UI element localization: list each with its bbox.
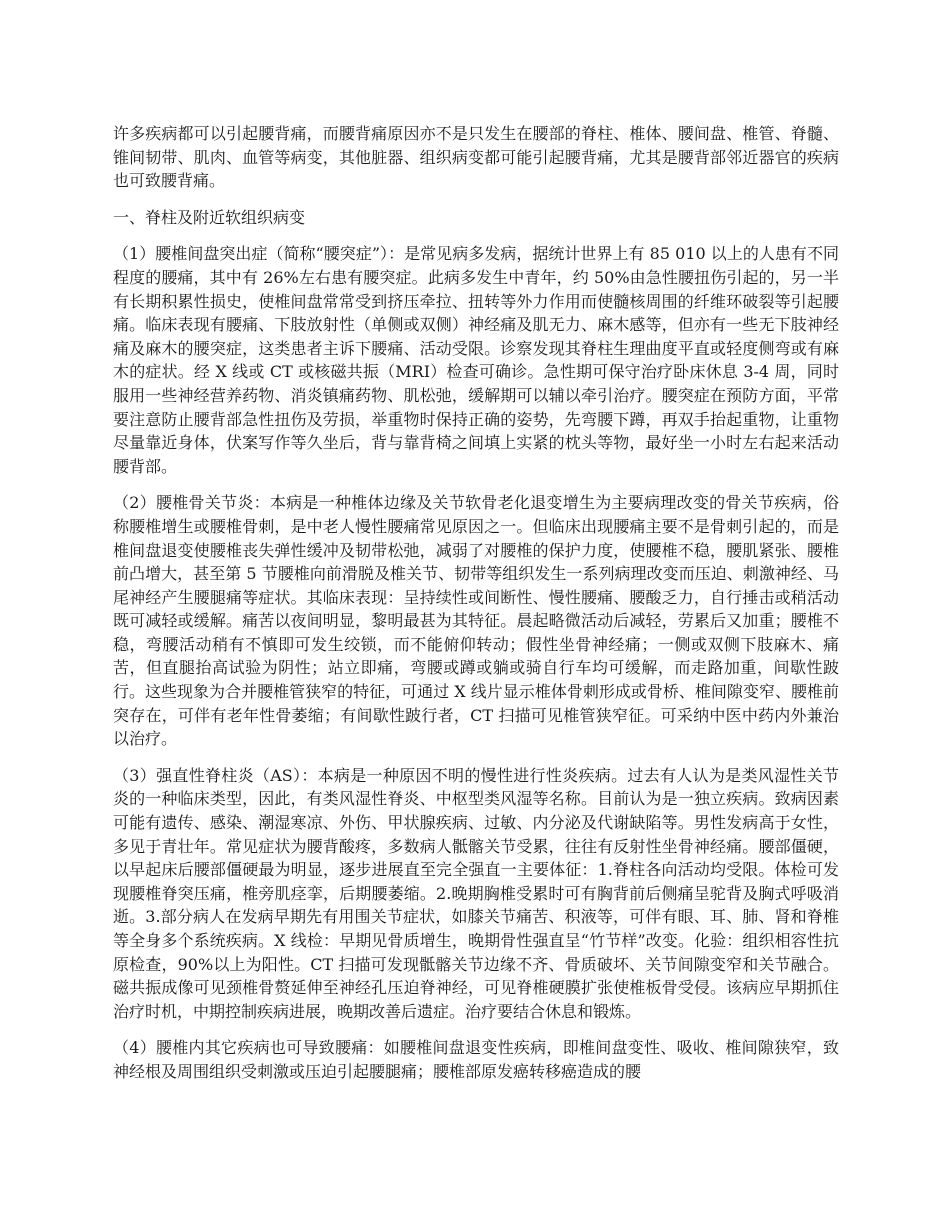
section-heading: 一、脊柱及附近软组织病变 bbox=[113, 207, 306, 227]
document-page bbox=[113, 122, 839, 1097]
paragraph-ankylosing-spondylitis: （3）强直性脊柱炎（AS）：本病是一种原因不明的慢性进行性炎疾病。过去有人认为是类风湿性关节炎的一种临床类型，因此，有类风湿性脊炎、中枢型类风湿等名称。目前认为是一独立疾病。致病因素可能有遗传、感染、潮湿寒凉、外伤、甲状腺疾病、过敏、内分泌及代谢缺陷等。男性发病高于女性，多见于青壮年。常见症状为腰背酸疼，多数病人骶髂关节受累，往往有反射性坐骨神经痛。腰部僵硬，以早起床后腰部僵硬最为明显，逐步进展直至完全强直一主要体征：1.脊柱各向活动均受限。体检可发现腰椎脊突压痛，椎旁肌痉挛，后期腰萎缩。2.晚期胸椎受累时可有胸背前后侧痛呈驼背及胸式呼吸消逝。3.部分病人在发病早期先有用围关节症状，如膝关节痛苦、积液等，可伴有眼、耳、肺、肾和脊椎等全身多个系统疾病。X 线检：早期见骨质增生，晚期骨性强直呈“竹节样”改变。化验：组织相容性抗原检查，90%以上为阳性。CT 扫描可发现骶髂关节边缘不齐、骨质破坏、关节间隙变窄和关节融合。磁共振成像可见颈椎骨赘延伸至神经孔压迫脊神经，可见脊椎硬膜扩张使椎板骨受侵。该病应早期抓住治疗时机，中期控制疾病进展，晚期改善后遗症。治疗要结合休息和锻炼。 bbox=[113, 765, 839, 1021]
paragraph-lumbar-osteoarthritis: （2）腰椎骨关节炎：本病是一种椎体边缘及关节软骨老化退变增生为主要病理改变的骨关节疾病，俗称腰椎增生或腰椎骨刺，是中老人慢性腰痛常见原因之一。但临床出现腰痛主要不是骨刺引起的，而是椎间盘退变使腰椎丧失弹性缓冲及韧带松弛，减弱了对腰椎的保护力度，使腰椎不稳，腰肌紧张、腰椎前凸增大，甚至第 5 节腰椎向前滑脱及椎关节、韧带等组织发生一系列病理改变而压迫、刺激神经、马尾神经产生腰腿痛等症状。其临床表现：呈持续性或间断性、慢性腰痛、腰酸乏力，自行捶击或稍活动既可减轻或缓解。痛苦以夜间明显，黎明最甚为其特征。晨起略微活动后减轻，劳累后又加重；腰椎不稳，弯腰活动稍有不慎即可发生绞锁，而不能俯仰转动；假性坐骨神经痛；一侧或双侧下肢麻木、痛苦，但直腿抬高试验为阴性；站立即痛，弯腰或蹲或躺或骑自行车均可缓解，而走路加重，间歇性跛行。这些现象为合并腰椎管狭窄的特征，可通过 X 线片显示椎体骨刺形成或骨桥、椎间隙变窄、腰椎前突存在，可伴有老年性骨萎缩；有间歇性跛行者，CT 扫描可见椎管狭窄征。可采纳中医中药内外兼治以治疗。 bbox=[113, 493, 839, 749]
paragraph-other-lumbar-diseases: （4）腰椎内其它疾病也可导致腰痛：如腰椎间盘退变性疾病，即椎间盘变性、吸收、椎间隙狭窄，致神经根及周围组织受刺激或压迫引起腰腿痛；腰椎部原发癌转移癌造成的腰 bbox=[113, 1038, 839, 1081]
paragraph-lumbar-disc-herniation: （1）腰椎间盘突出症（简称“腰突症”）：是常见病多发病，据统计世界上有 85 010 以上的人患有不同程度的腰痛，其中有 26%左右患有腰突症。此病多发生中青年，约 50%由急性腰扭伤引起的，另一半有长期积累性损史，使椎间盘常常受到挤压牵拉、扭转等外力作用而使髓核周围的纤维环破裂等引起腰痛。临床表现有腰痛、下肢放射性（单侧或双侧）神经痛及肌无力、麻木感等，但亦有一些无下肢神经痛及麻木的腰突症，这类患者主诉下腰痛、活动受限。诊察发现其脊柱生理曲度平直或轻度侧弯或有麻木的症状。经 X 线或 CT 或核磁共振（MRI）检查可确诊。急性期可保守治疗卧床休息 3-4 周，同时服用一些神经营养药物、消炎镇痛药物、肌松弛，缓解期可以辅以牵引治疗。腰突症在预防方面，平常要注意防止腰背部急性扭伤及劳损，举重物时保持正确的姿势，先弯腰下蹲，再双手抬起重物，让重物尽量靠近身体，伏案写作等久坐后，背与靠背椅之间填上实紧的枕头等物，最好坐一小时左右起来活动腰背部。 bbox=[113, 244, 839, 476]
intro-paragraph: 许多疾病都可以引起腰背痛，而腰背痛原因亦不是只发生在腰部的脊柱、椎体、腰间盘、椎管、脊髓、锥间韧带、肌肉、血管等病变，其他脏器、组织病变都可能引起腰背痛，尤其是腰背部邻近器官的疾病也可致腰背痛。 bbox=[113, 124, 839, 191]
